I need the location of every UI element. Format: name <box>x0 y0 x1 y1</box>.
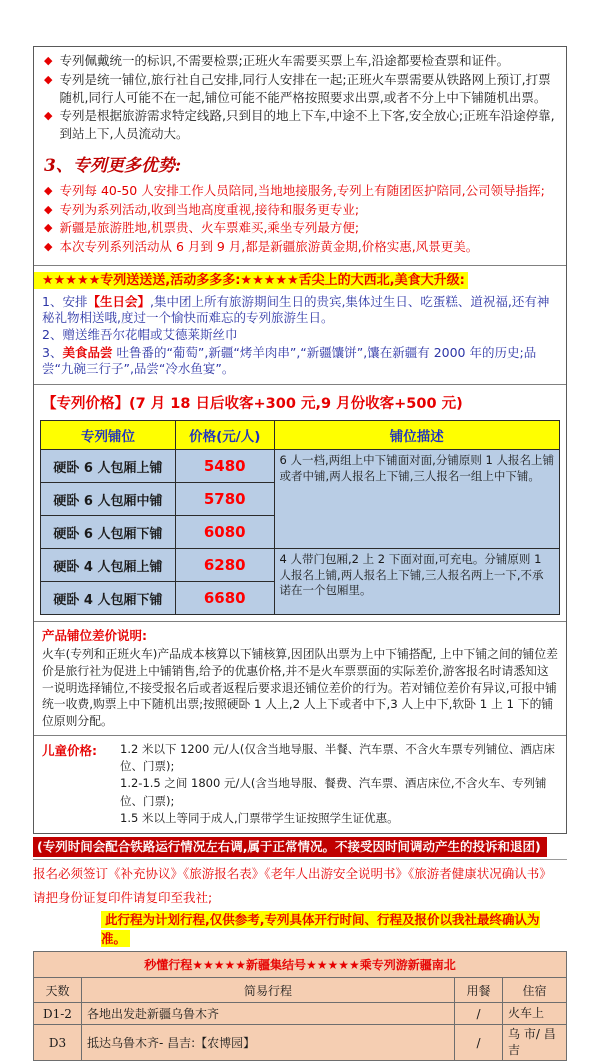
price-heading: 【专列价格】(7 月 18 日后收客+300 元,9 月份收客+500 元) <box>42 396 463 412</box>
berth-price: 5780 <box>175 483 274 516</box>
bullet-text: 专列为系列活动,收到当地高度重视,接待和服务更专业; <box>59 201 360 217</box>
berth-name: 硬卧 6 人包厢上铺 <box>41 450 176 483</box>
diamond-bullet-icon: ◆ <box>44 72 53 86</box>
bullet-text: 专列每 40-50 人安排工作人员陪同,当地地接服务,专列上有随团医护陪同,公司领导指挥; <box>59 182 545 198</box>
id-copy-line: 请把身份证复印件请复印至我社; <box>33 889 213 905</box>
price-table-header-row <box>41 421 560 450</box>
price-section <box>34 384 566 621</box>
berth-description-6person: 6 人一档,两组上中下铺面对面,分铺原则 1 人报名上铺或者中铺,两人报名上下铺,三人报名一组上中下铺。 <box>274 450 559 549</box>
itinerary-day: D3 <box>34 1025 82 1061</box>
diamond-bullet-icon: ◆ <box>44 221 53 235</box>
promo-item-3-suffix: 吐鲁番的“葡萄”,新疆“烤羊肉串”,“新疆馕饼”,馕在新疆有 2000 年的历史;品尝“九碗三行子”,品尝“冷水鱼宴”。 <box>42 344 537 376</box>
child-price-line: 1.2-1.5 之间 1800 元/人(含当地导服、餐费、汽车票、酒店床位,不含火车、专列铺位、门票); <box>120 776 547 808</box>
itinerary-table <box>33 951 567 1061</box>
column-header-day: 天数 <box>34 978 82 1003</box>
difference-note-heading: 产品铺位差价说明: <box>42 628 147 643</box>
itinerary-stay: 火车上 <box>503 1003 567 1025</box>
table-row <box>41 450 560 483</box>
list-item <box>42 107 558 143</box>
diamond-bullet-icon: ◆ <box>44 109 53 123</box>
list-item <box>42 238 558 256</box>
bullet-text: 专列佩戴统一的标识,不需要检票;正班火车需要买票上车,沿途都要检查票和证件。 <box>59 53 510 68</box>
column-header-description: 铺位描述 <box>274 421 559 450</box>
column-header-price: 价格(元/人) <box>175 421 274 450</box>
bullet-text: 新疆是旅游胜地,机票贵、火车票难买,乘坐专列最方便; <box>59 220 360 236</box>
promo-item-1-suffix: ,集中团上所有旅游期间生日的贵宾,集体过生日、吃蛋糕、道祝福,还有神秘礼物相送哦,度过一个愉快而难忘的专列旅游生日。 <box>42 293 550 325</box>
promo-star-banner-row <box>34 265 566 291</box>
column-header-meals: 用餐 <box>455 978 503 1003</box>
berth-price-difference-note <box>34 621 566 735</box>
child-price-label: 儿童价格: <box>42 742 97 758</box>
berth-price: 6080 <box>175 516 274 549</box>
plan-note: 此行程为计划行程,仅供参考,专列具体开行时间、行程及报价以我社最终确认为准。 <box>101 912 540 946</box>
berth-price: 6680 <box>175 582 274 615</box>
more-advantages-heading: 3、专列更多优势: <box>44 155 182 176</box>
berth-name: 硬卧 6 人包厢中铺 <box>41 483 176 516</box>
train-comparison-bullets <box>34 47 566 259</box>
berth-name: 硬卧 4 人包厢下铺 <box>41 582 176 615</box>
berth-description-4person: 4 人带门包厢,2 上 2 下面对面,可充电。分铺原则 1 人报名上铺,两人报名上下铺,三人报名两上一下,不承诺在一个包厢里。 <box>274 549 559 615</box>
itinerary-meals: / <box>455 1003 503 1025</box>
column-header-berth: 专列铺位 <box>41 421 176 450</box>
diamond-bullet-icon: ◆ <box>44 183 53 197</box>
price-table <box>40 420 560 615</box>
bullet-text: 本次专列系列活动从 6 月到 9 月,都是新疆旅游黄金期,价格实惠,风景更美。 <box>59 239 479 254</box>
promo-item-3-prefix: 3、 <box>42 344 63 360</box>
promo-item-3 <box>42 345 558 378</box>
itinerary-title: 秒懂行程★★★★★新疆集结号★★★★★乘专列游新疆南北 <box>34 952 567 978</box>
signup-agreements-line: 报名必须签订《补充协议》《旅游报名表》《老年人出游安全说明书》《旅游者健康状况确认书》 <box>33 866 552 882</box>
list-item <box>42 182 558 200</box>
column-header-stay: 住宿 <box>503 978 567 1003</box>
berth-price: 6280 <box>175 549 274 582</box>
diamond-bullet-icon: ◆ <box>44 202 53 216</box>
schedule-notice-row <box>33 836 567 860</box>
difference-note-body: 火车(专列和正班火车)产品成本核算以下铺核算,因团队出票为上中下铺搭配, 上中下铺之间的铺位差价是旅行社为促进上中铺销售,给予的优惠价格,并不是火车票票面的实际差价,游客报名时请悉知这一说明选择铺位,不接受报名后或者返程后要求退还铺位差价的行为。若对铺位差价有异议,可报中铺统一收费,购票上中下随机出票;按照硬卧 1 人上,2 人上下或者中下,3 人上中下,软卧 1 上 1 下的铺位原则分配。 <box>42 647 558 728</box>
food-tasting-highlight: 美食品尝 <box>62 344 113 360</box>
list-item <box>42 201 558 219</box>
column-header-route: 简易行程 <box>81 978 454 1003</box>
promo-item-2: 2、赠送维吾尔花帽或艾德莱斯丝巾 <box>42 327 238 343</box>
itinerary-title-row <box>34 952 567 978</box>
promo-star-banner: ★★★★★专列送送送,活动多多多:★★★★★舌尖上的大西北,美食大升级: <box>34 272 468 289</box>
itinerary-day: D1-2 <box>34 1003 82 1025</box>
child-price-line: 1.5 米以上等同于成人,门票带学生证按照学生证优惠。 <box>120 810 399 825</box>
berth-name: 硬卧 6 人包厢下铺 <box>41 516 176 549</box>
table-row <box>41 549 560 582</box>
child-price-section <box>34 735 566 833</box>
berth-price: 5480 <box>175 450 274 483</box>
diamond-bullet-icon: ◆ <box>44 240 53 253</box>
itinerary-stay: 乌 市/ 昌吉 <box>503 1025 567 1061</box>
itinerary-route: 抵达乌鲁木齐- 昌吉:【农博园】 <box>81 1025 454 1061</box>
promo-list <box>34 291 566 384</box>
birthday-party-highlight: 【生日会】 <box>87 293 150 309</box>
plan-note-row <box>101 909 567 947</box>
list-item <box>42 71 558 107</box>
diamond-bullet-icon: ◆ <box>44 54 53 67</box>
list-item <box>42 52 558 70</box>
schedule-notice-banner: (专列时间会配合铁路运行情况左右调,属于正常情况。不接受因时间调动产生的投诉和退团) <box>33 837 547 857</box>
berth-name: 硬卧 4 人包厢上铺 <box>41 549 176 582</box>
child-price-lines <box>120 741 558 827</box>
child-price-line: 1.2 米以下 1200 元/人(仅含当地导服、半餐、汽车票、不含火车票专列铺位、酒店床位、门票); <box>120 741 555 773</box>
itinerary-route: 各地出发赴新疆乌鲁木齐 <box>81 1003 454 1025</box>
itinerary-meals: / <box>455 1025 503 1061</box>
list-item <box>42 219 558 237</box>
promo-item-1-prefix: 1、安排 <box>42 293 88 309</box>
promo-item-1 <box>42 294 558 327</box>
special-train-info-box <box>33 46 567 834</box>
document-page <box>33 0 567 1061</box>
bullet-text: 专列是统一铺位,旅行社自己安排,同行人安排在一起;正班火车票需要从铁路网上预订,打票随机,同行人可能不在一起,铺位可能不能严格按照要求出票,或者不分上中下铺随机出票。 <box>59 71 551 105</box>
itinerary-header-row <box>34 978 567 1003</box>
table-row <box>34 1003 567 1025</box>
bullet-text: 专列是根据旅游需求特定线路,只到目的地上下车,中途不上下客,安全放心;正班车沿途停靠,到站上下,人员流动大。 <box>59 108 555 141</box>
table-row <box>34 1025 567 1061</box>
